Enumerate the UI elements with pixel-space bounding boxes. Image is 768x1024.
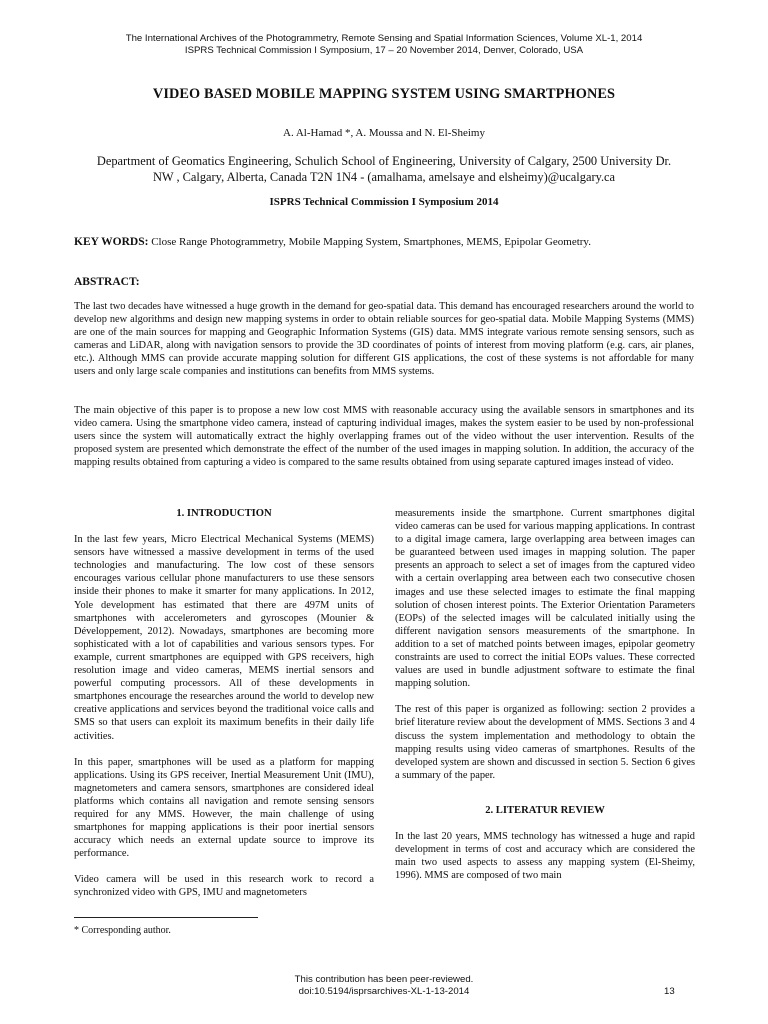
section-heading-literature-review: 2. LITERATUR REVIEW [485,804,605,816]
paper-title: VIDEO BASED MOBILE MAPPING SYSTEM USING SMARTPHONES [152,86,616,102]
keywords-label: KEY WORDS: [74,236,149,248]
abstract-paragraph-1: The last two decades have witnessed a huge growth in the demand for geo-spatial data. This demand has encouraged researchers around the world to develop new algorithms and design new mapping systems in order to obtain reliable sources for geo-spatial data. Mobile Mapping Systems (MMS) are one of the main sources for mapping and Geographic Information Systems (GIS) data. MMS integrate various remote sensing sensors, such as cameras and LiDAR, along with navigation sensors to provide the 3D coordinates of points of interest from moving platform (e.g. cars, air planes, etc.). Although MMS can provide accurate mapping solution for different GIS applications, the cost of these systems is not affordable for many users and only large scale companies and institutions can benefits from MMS systems. [74,301,694,378]
intro-paragraph-3: Video camera will be used in this research work to record a synchronized video with GPS, IMU and magnetometers [74,874,374,899]
left-column [74,507,374,913]
header-line-1: The International Archives of the Photogrammetry, Remote Sensing and Spatial Information Sciences, Volume XL-1, 2014 [125,33,643,44]
footnote: * Corresponding author. [74,925,171,936]
header-line-2: ISPRS Technical Commission I Symposium, 17 – 20 November 2014, Denver, Colorado, USA [184,45,584,56]
abstract-paragraph-2: The main objective of this paper is to propose a new low cost MMS with reasonable accuracy using the available sensors in smartphones and its video camera. Using the smartphone video camera, instead of capturing individual images, makes the system easier to be used by non-professional users since the system will automatically extract the highly overlapping frames out of the video without the user intervention. Results of the proposed system are presented which demonstrate the effect of the number of the used images in mapping solution. In addition, the accuracy of the mapping results obtained from capturing a video is compared to the same results obtained from using separate captured images instead of video. [74,405,694,469]
keywords-text: Close Range Photogrammetry, Mobile Mapping System, Smartphones, MEMS, Epipolar Geometry. [148,236,591,248]
paper-authors: A. Al-Hamad *, A. Moussa and N. El-Sheimy [283,127,485,139]
affiliation [60,154,708,185]
symposium-line: ISPRS Technical Commission I Symposium 2014 [269,196,499,208]
keywords [74,236,694,248]
page-footer [40,974,728,998]
running-header [40,33,728,57]
right-column [395,507,695,895]
review-paragraph-1: In the last 20 years, MMS technology has witnessed a huge and rapid development in terms of cost and accuracy which are considered the main two used aspects to assess any mapping system (El-Sheimy, 1996). MMS are composed of two main [395,830,695,882]
intro-paragraph-1: In the last few years, Micro Electrical Mechanical Systems (MEMS) sensors have witnessed a massive development in terms of the used technologies and manufacturing. The low cost of these sensors encourages various cellular phone manufacturers to use these sensors inside their phones to make it smarter for many applications. In 2012, Yole development has estimated that there are 497M units of smartphones with accelerometers and gyroscopes (Mounier & Développement, 2012). Nowadays, smartphones are becoming more sophisticated with a lot of capabilities and various sensors types. For example, current smartphones are equipped with GPS receivers, high resolution image and video cameras, MEMS inertial sensors and powerful computing processors. All of these developments in smartphones encourage the researches around the world to develop new creative applications and services beyond the traditional voice calls and SMS so that users can exploit its maximum benefits in their daily life activities. [74,534,374,742]
intro-paragraph-5: The rest of this paper is organized as following: section 2 provides a brief literature review about the development of MMS. Sections 3 and 4 discuss the system implementation and methodology to obtain the mapping results using video cameras of smartphones. Results of the developed system are shown and discussed in section 5. Section 6 gives a summary of the paper. [395,704,695,781]
footnote-rule [74,917,258,918]
footer-doi: doi:10.5194/isprsarchives-XL-1-13-2014 [298,986,470,997]
footer-peer-review: This contribution has been peer-reviewed. [294,974,474,985]
section-heading-introduction: 1. INTRODUCTION [176,508,272,519]
page-number: 13 [664,986,675,997]
affiliation-line-1: Department of Geomatics Engineering, Schulich School of Engineering, University of Calgary, 2500 University Dr. [96,154,672,168]
affiliation-line-2: NW , Calgary, Alberta, Canada T2N 1N4 - (amalhama, amelsaye and elsheimy)@ucalgary.ca [152,169,616,184]
intro-paragraph-2: In this paper, smartphones will be used as a platform for mapping applications. Using its GPS receiver, Inertial Measurement Unit (IMU), magnetometers and camera sensors, smartphones are considered ideal platforms which contains all navigation and remote sensing sensors required for any MMS. However, the main challenge of using smartphones for mapping applications is their poor inertial sensors accuracy which needs an external update source to improve its performance. [74,756,374,860]
intro-paragraph-4: measurements inside the smartphone. Current smartphones digital video cameras can be used for various mapping applications. In contrast to a digital image camera, large overlapping area between images can be guaranteed between used images in mapping solution. The paper presents an approach to select a set of images from the captured video with a certain overlapping area between each two consecutive chosen images and use these selected images to estimate the final mapping solution of chosen interest points. The Exterior Orientation Parameters (EOPs) of the selected images will be calculated initially using the different navigation sensors measurements of the smartphone. In addition to a set of matched points between images, epipolar geometry constraints are used to correct the initial EOPs values. These corrected values are used in bundle adjustment software to estimate the final mapping solution. [395,508,695,690]
abstract-heading: ABSTRACT: [74,276,140,288]
